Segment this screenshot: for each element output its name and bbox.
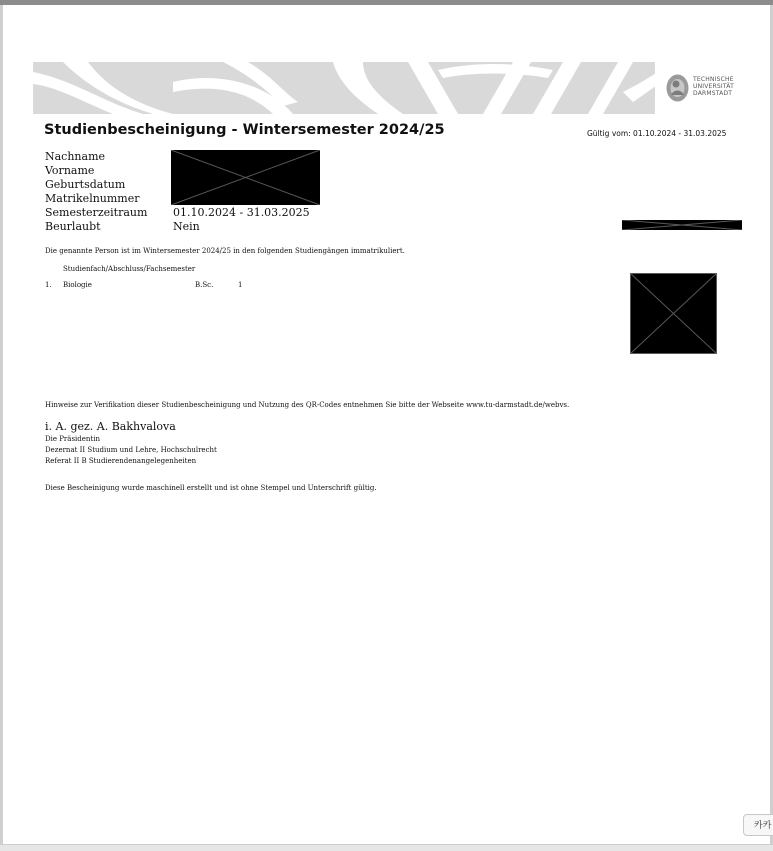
label-student-id: Matrikelnummer bbox=[45, 192, 140, 205]
label-leave: Beurlaubt bbox=[45, 220, 101, 233]
label-birth-date: Geburtsdatum bbox=[45, 178, 126, 191]
value-semester-period: 01.10.2024 - 31.03.2025 bbox=[173, 206, 310, 219]
signature-title: Die Präsidentin bbox=[45, 435, 100, 443]
label-last-name: Nachname bbox=[45, 150, 106, 163]
signature-department: Dezernat II Studium und Lehre, Hochschulrecht bbox=[45, 446, 217, 454]
redacted-qr-code bbox=[630, 273, 717, 354]
validity-period: Gültig vom: 01.10.2024 - 31.03.2025 bbox=[587, 129, 727, 138]
study-row-index: 1. bbox=[45, 281, 52, 289]
verification-note: Hinweise zur Verifikation dieser Studienbescheinigung und Nutzung des QR-Codes entnehmen Sie bitte der Webseite www.tu-darmstadt.de/webvs. bbox=[45, 401, 570, 409]
signature-office: Referat II B Studierendenangelegenheiten bbox=[45, 457, 197, 465]
university-seal-icon bbox=[665, 73, 690, 103]
study-table-header: Studienfach/Abschluss/Fachsemester bbox=[63, 265, 196, 273]
logo-line-3: DARMSTADT bbox=[693, 90, 733, 97]
corner-floating-button[interactable]: 카카 bbox=[743, 814, 773, 836]
redacted-personal-data bbox=[171, 150, 320, 205]
viewer-bottom-border bbox=[0, 844, 773, 851]
university-logo-text bbox=[693, 76, 734, 97]
viewer-left-border bbox=[0, 5, 3, 851]
label-semester-period: Semesterzeitraum bbox=[45, 206, 148, 219]
machine-generated-note: Diese Bescheinigung wurde maschinell erstellt und ist ohne Stempel und Unterschrift gültig. bbox=[45, 484, 377, 492]
value-leave: Nein bbox=[173, 220, 200, 233]
header-banner-pattern bbox=[33, 62, 742, 114]
redacted-field-small bbox=[622, 220, 742, 230]
study-row-subject: Biologie bbox=[63, 281, 92, 289]
study-row-semester: 1 bbox=[238, 281, 243, 289]
enrollment-statement: Die genannte Person ist im Wintersemester 2024/25 in den folgenden Studiengängen immatrikuliert. bbox=[45, 247, 405, 255]
logo-line-1: TECHNISCHE bbox=[693, 76, 734, 83]
document-title: Studienbescheinigung - Wintersemester 2024/25 bbox=[44, 122, 445, 138]
signature-name: i. A. gez. A. Bakhvalova bbox=[45, 420, 176, 433]
label-first-name: Vorname bbox=[45, 164, 95, 177]
viewer-top-border bbox=[0, 0, 773, 5]
logo-line-2: UNIVERSITÄT bbox=[693, 83, 734, 90]
study-row-degree: B.Sc. bbox=[195, 281, 214, 289]
